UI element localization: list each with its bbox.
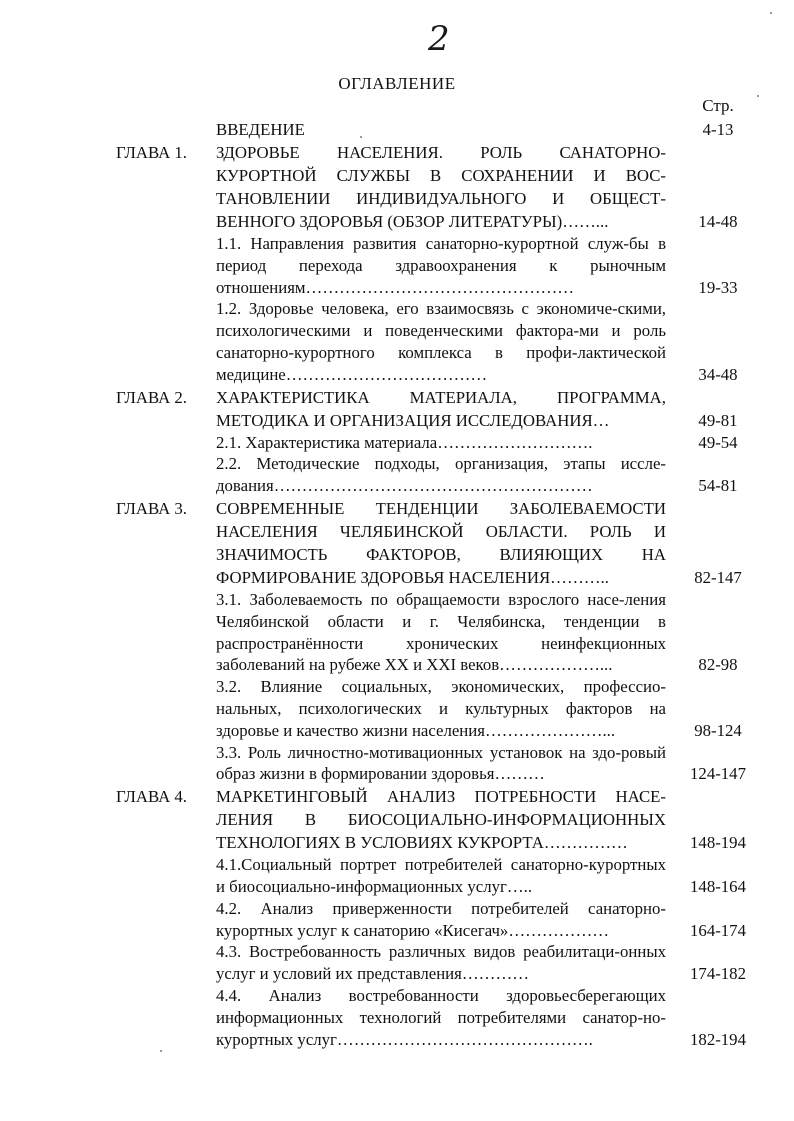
table-of-contents (0, 118, 794, 1050)
entry-text: 4.4. Анализ востребованности здоровьесберегающих информационных технологий потребителями санатор-но-курортных услуг………………………………………. (216, 985, 666, 1049)
entry-pages: 19-33 (698, 277, 738, 297)
toc-entry-chapter-4 (0, 785, 794, 854)
entry-pages: 174-182 (690, 964, 746, 984)
toc-entry-section-4-3 (0, 941, 794, 985)
scan-speck (770, 12, 772, 14)
toc-entry-section-3-2 (0, 676, 794, 741)
scan-speck (160, 1050, 162, 1052)
entry-text: 3.2. Влияние социальных, экономических, профессио-нальных, психологических и культурных факторов на здоровье и качество жизни населения…………………... (216, 677, 666, 740)
toc-entry-section-3-1 (0, 589, 794, 676)
entry-text: СОВРЕМЕННЫЕ ТЕНДЕНЦИИ ЗАБОЛЕВАЕМОСТИ НАСЕЛЕНИЯ ЧЕЛЯБИНСКОЙ ОБЛАСТИ. РОЛЬ И ЗНАЧИМОСТЬ ФАКТОРОВ, ВЛИЯЮЩИХ НА ФОРМИРОВАНИЕ ЗДОРОВЬЯ НАСЕЛЕНИЯ……….. (216, 498, 666, 587)
entry-text: ЗДОРОВЬЕ НАСЕЛЕНИЯ. РОЛЬ САНАТОРНО-КУРОРТНОЙ СЛУЖБЫ В СОХРАНЕНИИ И ВОС-ТАНОВЛЕНИИ ИНДИВИДУАЛЬНОГО И ОБЩЕСТ-ВЕННОГО ЗДОРОВЬЯ (ОБЗОР ЛИТЕРАТУРЫ)……... (216, 143, 666, 231)
toc-entry-section-4-2 (0, 898, 794, 942)
entry-pages: 54-81 (698, 476, 738, 496)
handwritten-page-number: 2 (428, 19, 450, 59)
toc-entry-introduction (0, 118, 794, 141)
chapter-label: ГЛАВА 4. (116, 787, 187, 807)
entry-pages: 124-147 (690, 764, 746, 784)
entry-pages: 82-98 (698, 655, 738, 675)
scan-speck (360, 136, 362, 138)
toc-entry-section-2-1 (0, 432, 794, 454)
chapter-label: ГЛАВА 1. (116, 143, 187, 162)
page-column-header: Стр. (702, 96, 734, 115)
entry-text: 3.1. Заболеваемость по обращаемости взрослого насе-ления Челябинской области и г. Челябинска, тенденции в распространённости хронических неинфекционных заболеваний на рубеже XX и XXI веков………………... (216, 589, 666, 675)
entry-text: 1.2. Здоровье человека, его взаимосвязь с экономиче-скими, психологическими и поведенческими фактора-ми и роль санаторно-курортного комплекса в профи-лактической медицине……………………………… (216, 299, 666, 384)
entry-pages: 49-54 (698, 432, 738, 452)
entry-pages: 49-81 (698, 410, 738, 430)
toc-entry-section-3-3 (0, 742, 794, 786)
entry-pages: 148-164 (690, 876, 746, 896)
toc-entry-chapter-3 (0, 497, 794, 589)
entry-pages: 148-194 (690, 833, 746, 853)
entry-pages: 182-194 (690, 1029, 746, 1049)
entry-text: 2.2. Методические подходы, организация, этапы иссле-дования………………………………………………… (216, 454, 666, 496)
entry-text: 4.1.Социальный портрет потребителей санаторно-курортных и биосоциально-информационных услуг….. (216, 855, 666, 896)
toc-entry-section-4-4 (0, 985, 794, 1050)
entry-pages: 82-147 (694, 567, 742, 587)
entry-text: 4.3. Востребованность различных видов реабилитаци-онных услуг и условий их представления………… (216, 942, 666, 984)
entry-text: 2.1. Характеристика материала………………………. (216, 432, 593, 452)
chapter-label: ГЛАВА 2. (116, 387, 187, 407)
entry-pages: 98-124 (694, 720, 742, 740)
toc-entry-chapter-1 (0, 141, 794, 233)
toc-entry-section-1-2 (0, 298, 794, 385)
entry-pages: 34-48 (698, 364, 738, 384)
scan-speck (757, 95, 759, 97)
entry-pages: 4-13 (702, 120, 734, 139)
entry-text: 4.2. Анализ приверженности потребителей санаторно-курортных услуг к санаторию «Кисегач»……………… (216, 898, 666, 940)
entry-text: ХАРАКТЕРИСТИКА МАТЕРИАЛА, ПРОГРАММА, МЕТОДИКА И ОРГАНИЗАЦИЯ ИССЛЕДОВАНИЯ… (216, 387, 666, 430)
chapter-label: ГЛАВА 3. (116, 498, 187, 518)
page-title: ОГЛАВЛЕНИЕ (338, 74, 456, 93)
entry-text: 1.1. Направления развития санаторно-курортной служ-бы в период перехода здравоохранения к рыночным отношениям………………………………………… (216, 234, 666, 297)
toc-entry-section-2-2 (0, 453, 794, 497)
entry-text: МАРКЕТИНГОВЫЙ АНАЛИЗ ПОТРЕБНОСТИ НАСЕ-ЛЕНИЯ В БИОСОЦИАЛЬНО-ИНФОРМАЦИОННЫХ ТЕХНОЛОГИЯХ В УСЛОВИЯХ КУКРОРТА…………… (216, 787, 666, 853)
entry-pages: 164-174 (690, 920, 746, 940)
toc-entry-chapter-2 (0, 386, 794, 432)
toc-entry-section-1-1 (0, 233, 794, 298)
toc-entry-section-4-1 (0, 854, 794, 898)
entry-text: ВВЕДЕНИЕ (216, 120, 305, 139)
entry-text: 3.3. Роль личностно-мотивационных установок на здо-ровый образ жизни в формировании здоровья……… (216, 742, 666, 784)
entry-pages: 14-48 (698, 212, 738, 231)
